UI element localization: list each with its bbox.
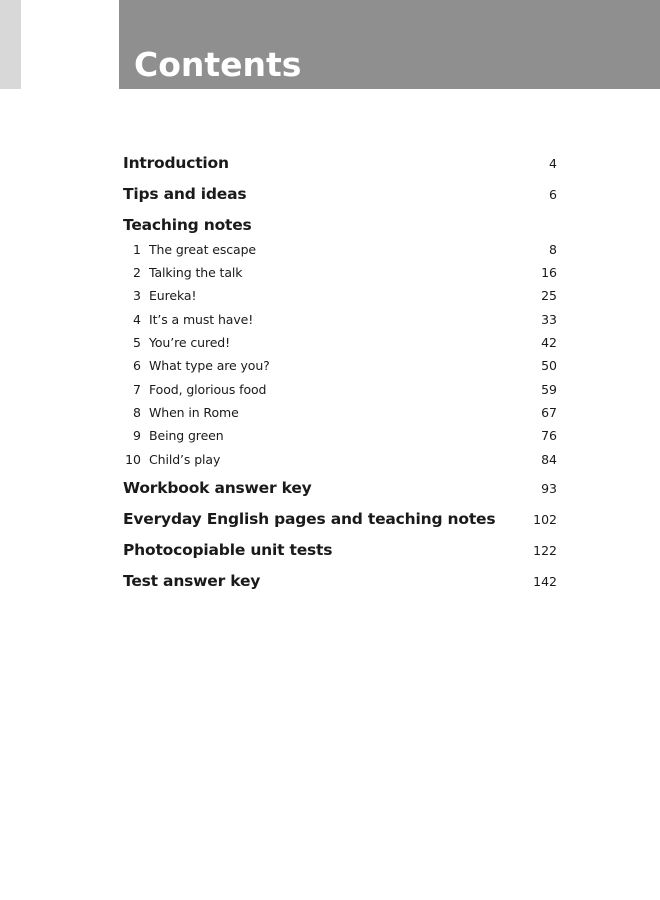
toc-unit-label: Talking the talk [149,265,243,280]
toc-entry-page: 142 [533,574,557,589]
toc-unit-page: 67 [541,405,557,420]
toc-entry-label: Workbook answer key [123,479,312,497]
toc-unit-number: 2 [133,265,141,280]
toc-entry-everyday-english[interactable] [123,510,557,528]
toc-entry-page: 93 [541,481,557,496]
toc-entry-label: Introduction [123,154,229,172]
toc-unit-label: Being green [149,428,224,443]
toc-unit-label: You’re cured! [149,335,231,350]
toc-unit-number: 3 [133,288,141,303]
toc-entry-test-answer-key[interactable] [123,572,557,590]
toc-unit-number: 8 [133,405,141,420]
toc-unit-number: 10 [125,452,141,467]
toc-entry-introduction[interactable] [123,154,557,172]
toc-entry-label: Test answer key [123,572,261,590]
toc-entry-page: 4 [549,156,557,171]
toc-unit-5[interactable] [123,335,557,350]
toc-entry-workbook-answer-key[interactable] [123,479,557,497]
toc-unit-label: The great escape [149,242,257,257]
toc-entry-photocopiable-unit-tests[interactable] [123,541,557,559]
toc-entry-page: 122 [533,543,557,558]
toc-unit-2[interactable] [123,265,557,280]
toc-unit-3[interactable] [123,288,557,303]
toc-unit-page: 33 [541,312,557,327]
toc-unit-label: It’s a must have! [149,312,254,327]
toc-entry-label: Everyday English pages and teaching notes [123,510,496,528]
toc-unit-6[interactable] [123,358,557,373]
toc-unit-label: Food, glorious food [149,382,267,397]
toc-unit-page: 50 [541,358,557,373]
toc-unit-1[interactable] [123,242,557,257]
toc-unit-number: 9 [133,428,141,443]
toc-unit-number: 6 [133,358,141,373]
toc-unit-page: 8 [549,242,557,257]
toc-entry-label: Photocopiable unit tests [123,541,333,559]
toc-unit-number: 5 [133,335,141,350]
toc-unit-4[interactable] [123,312,557,327]
toc-unit-7[interactable] [123,382,557,397]
toc-unit-label: What type are you? [149,358,270,373]
toc-section-label: Teaching notes [123,216,252,234]
toc-unit-label: Child’s play [149,452,221,467]
toc-unit-10[interactable] [123,452,557,467]
toc-entry-tips-and-ideas[interactable] [123,185,557,203]
page-title: Contents [134,45,302,84]
toc-unit-8[interactable] [123,405,557,420]
toc-unit-9[interactable] [123,428,557,443]
toc-entry-label: Tips and ideas [123,185,247,203]
toc-unit-number: 4 [133,312,141,327]
toc-unit-number: 7 [133,382,141,397]
toc-unit-page: 84 [541,452,557,467]
toc-unit-page: 16 [541,265,557,280]
toc-unit-label: When in Rome [149,405,239,420]
toc-entry-page: 6 [549,187,557,202]
toc-unit-page: 25 [541,288,557,303]
toc-unit-label: Eureka! [149,288,197,303]
toc-unit-page: 59 [541,382,557,397]
toc-section-teaching-notes [123,216,557,234]
toc-entry-page: 102 [533,512,557,527]
toc-unit-number: 1 [133,242,141,257]
toc-unit-page: 42 [541,335,557,350]
toc-unit-page: 76 [541,428,557,443]
